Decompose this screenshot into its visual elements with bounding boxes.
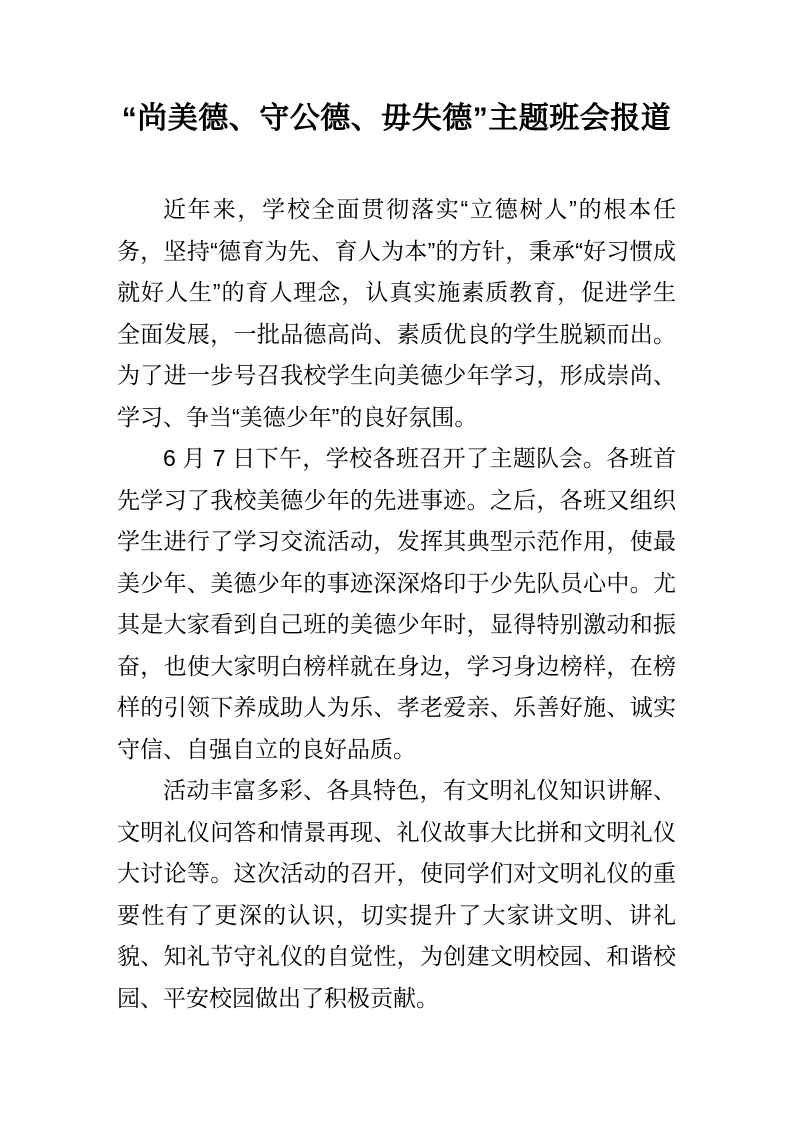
document-body <box>117 189 676 1019</box>
paragraph-meeting: 6 月 7 日下午，学校各班召开了主题队会。各班首先学习了我校美德少年的先进事迹。之后，各班又组织学生进行了学习交流活动，发挥其典型示范作用，使最美少年、美德少年的事迹深深烙印于少先队员心中。尤其是大家看到自己班的美德少年时，显得特别激动和振奋，也使大家明白榜样就在身边，学习身边榜样，在榜样的引领下养成助人为乐、孝老爱亲、乐善好施、诚实守信、自强自立的良好品质。 <box>117 445 676 762</box>
paragraph-intro: 近年来，学校全面贯彻落实“立德树人”的根本任务，坚持“德育为先、育人为本”的方针，秉承“好习惯成就好人生”的育人理念，认真实施素质教育，促进学生全面发展，一批品德高尚、素质优良的学生脱颖而出。为了进一步号召我校学生向美德少年学习，形成崇尚、学习、争当“美德少年”的良好氛围。 <box>117 196 676 430</box>
paragraph-activities: 活动丰富多彩、各具特色，有文明礼仪知识讲解、文明礼仪问答和情景再现、礼仪故事大比拼和文明礼仪大讨论等。这次活动的召开，使同学们对文明礼仪的重要性有了更深的认识，切实提升了大家讲文明、讲礼貌、知礼节守礼仪的自觉性，为创建文明校园、和谐校园、平安校园做出了积极贡献。 <box>117 777 676 1011</box>
document-title: “尚美德、守公德、毋失德”主题班会报道 <box>121 102 672 135</box>
